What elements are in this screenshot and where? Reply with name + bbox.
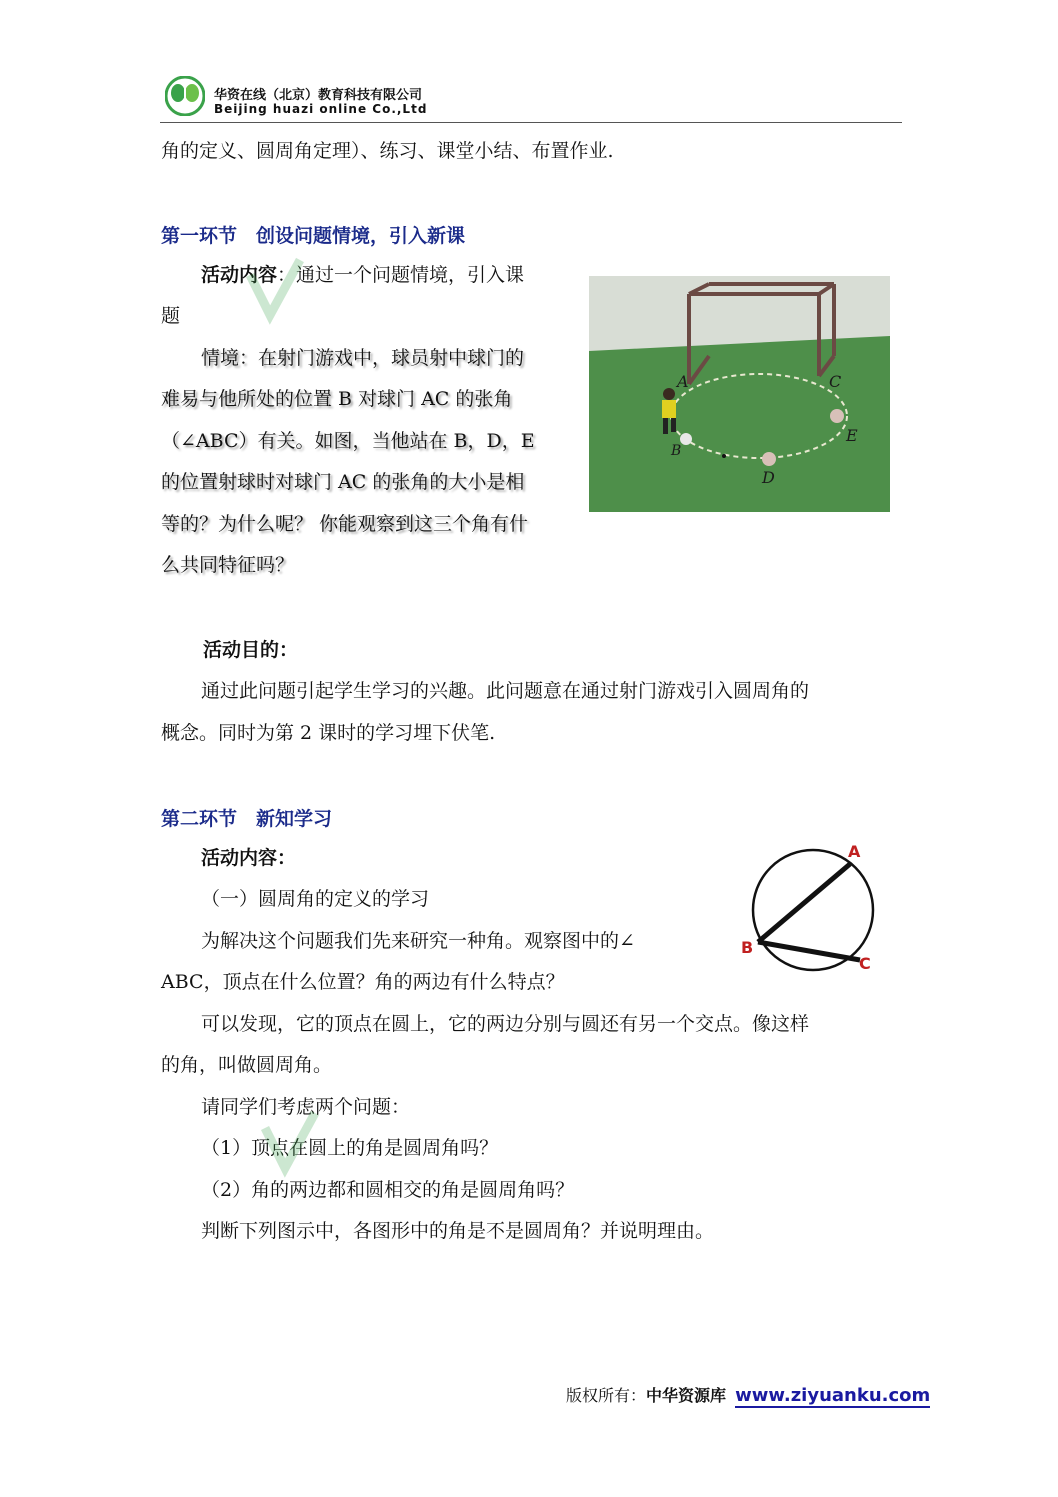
footer-url-link[interactable]: www.ziyuanku.com xyxy=(735,1385,931,1406)
header-company-en: Beijing huazi online Co.,Ltd xyxy=(214,102,428,116)
section2-line-2: ABC，顶点在什么位置？角的两边有什么特点？ xyxy=(161,971,565,993)
section2-line-5: 请同学们考虑两个问题： xyxy=(201,1096,411,1118)
scenario-line-2: 难易与他所处的位置 B 对球门 AC 的张角 xyxy=(161,388,513,410)
section2-activity-label: 活动内容： xyxy=(201,847,297,869)
figure-label-a: A xyxy=(677,372,689,391)
header-company-cn: 华资在线（北京）教育科技有限公司 xyxy=(214,88,423,103)
section2-title: 第二环节 新知学习 xyxy=(161,808,333,830)
figure-label-b: B xyxy=(671,443,682,459)
soccer-goal-figure xyxy=(589,276,890,512)
circle-label-b: B xyxy=(741,938,754,957)
section2-subtitle: （一）圆周角的定义的学习 xyxy=(201,888,430,910)
circle-label-a: A xyxy=(848,842,861,861)
purpose-line-1: 通过此问题引起学生学习的兴趣。此问题意在通过射门游戏引入圆周角的 xyxy=(201,680,810,702)
section1-title: 第一环节 创设问题情境，引入新课 xyxy=(161,225,466,247)
section2-line-4: 的角，叫做圆周角。 xyxy=(161,1054,333,1076)
footer xyxy=(566,1383,930,1406)
activity-text: ：通过一个问题情境，引入课 xyxy=(277,264,525,286)
circle-label-c: C xyxy=(859,954,871,973)
watermark-logo xyxy=(240,255,310,325)
section2-line-3: 可以发现，它的顶点在圆上，它的两边分别与圆还有另一个交点。像这样 xyxy=(201,1013,810,1035)
scenario-line-6: 么共同特征吗？ xyxy=(161,554,295,576)
section2-line-1: 为解决这个问题我们先来研究一种角。观察图中的∠ xyxy=(201,930,635,952)
header-rule xyxy=(160,122,902,123)
scenario-line-1: 情境：在射门游戏中，球员射中球门的 xyxy=(201,347,525,369)
figure-label-c: C xyxy=(829,372,842,391)
section2-line-7: （2）角的两边都和圆相交的角是圆周角吗？ xyxy=(201,1179,575,1201)
activity-label: 活动内容 xyxy=(201,264,278,286)
intro-line: 角的定义、圆周角定理）、练习、课堂小结、布置作业. xyxy=(161,140,614,162)
scenario-line-3: （∠ABC）有关。如图，当他站在 B，D，E xyxy=(161,430,535,452)
scenario-line-4: 的位置射球时对球门 AC 的张角的大小是相 xyxy=(161,471,525,493)
purpose-line-2: 概念。同时为第 2 课时的学习埋下伏笔. xyxy=(161,722,496,744)
watermark-logo xyxy=(255,1108,325,1178)
section2-line-6: （1）顶点在圆上的角是圆周角吗？ xyxy=(201,1137,499,1159)
scenario-line-5: 等的？为什么呢？ 你能观察到这三个角有什 xyxy=(161,513,529,535)
section2-line-8: 判断下列图示中，各图形中的角是不是圆周角？并说明理由。 xyxy=(201,1220,715,1242)
figure-label-e: E xyxy=(846,426,858,445)
circle-angle-diagram xyxy=(738,840,888,980)
purpose-label: 活动目的： xyxy=(203,639,299,661)
footer-site-name: 中华资源库 xyxy=(646,1386,727,1405)
footer-copyright-label: 版权所有： xyxy=(566,1386,647,1405)
figure-label-d: D xyxy=(762,468,775,487)
section1-activity-cont: 题 xyxy=(161,305,181,327)
header-logo xyxy=(165,76,205,116)
